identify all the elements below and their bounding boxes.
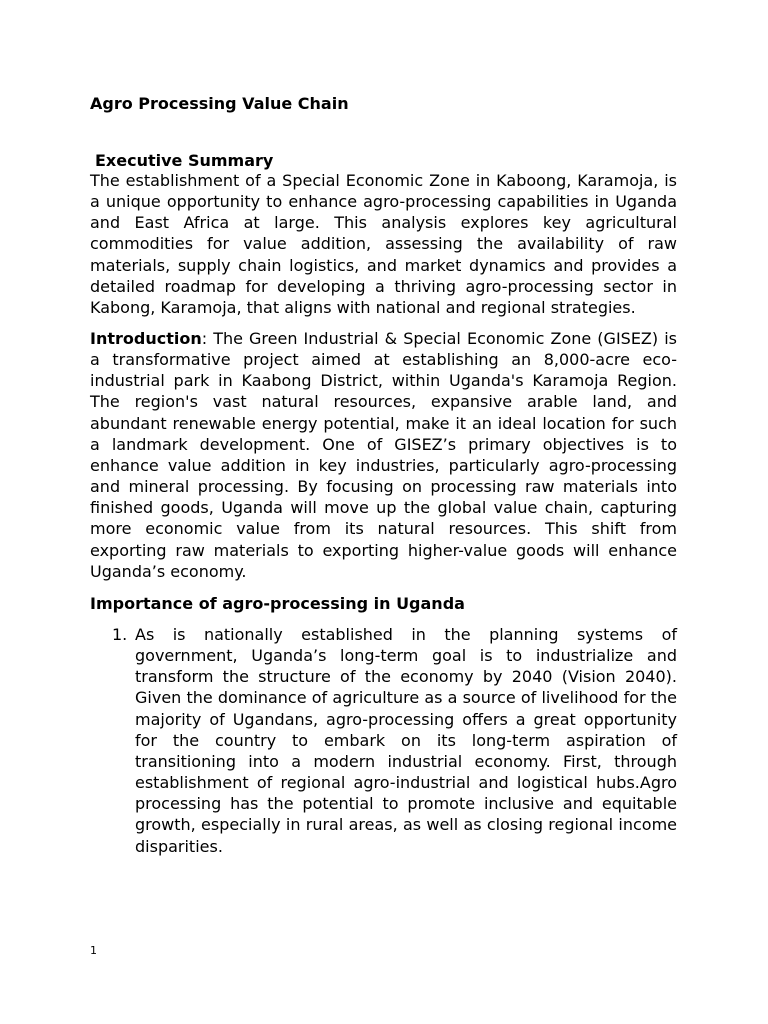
list-item-text: As is nationally established in the planning systems of government, Uganda’s long-term goal is to industrialize and transform the structure of the economy by 2040 (Vision 2040). Given the dominance of agriculture as a source of livelihood for the majority of Ugandans, agro-processing offers a great opportunity for the country to embark on its long-term aspiration of transitioning into a modern industrial economy. First, through establishment of regional agro-industrial and logistical hubs.Agro processing has the potential to promote inclusive and equitable growth, especially in rural areas, as well as closing regional income disparities. <box>135 625 677 856</box>
introduction-label: Introduction <box>90 329 202 348</box>
importance-heading: Importance of agro-processing in Uganda <box>90 594 465 613</box>
page-number: 1 <box>90 944 97 957</box>
list-item-number: 1. <box>112 625 128 644</box>
document-title: Agro Processing Value Chain <box>90 94 349 113</box>
introduction-paragraph <box>90 328 677 582</box>
executive-summary-heading: Executive Summary <box>95 151 274 170</box>
executive-summary-paragraph: The establishment of a Special Economic Zone in Kaboong, Karamoja, is a unique opportunity to enhance agro-processing capabilities in Uganda and East Africa at large. This analysis explores key agricultural commodities for value addition, assessing the availability of raw materials, supply chain logistics, and market dynamics and provides a detailed roadmap for developing a thriving agro-processing sector in Kabong, Karamoja, that aligns with national and regional strategies. <box>90 171 677 317</box>
introduction-text: : The Green Industrial & Special Economic Zone (GISEZ) is a transformative project aimed at establishing an 8,000-acre eco-industrial park in Kaabong District, within Uganda's Karamoja Region. The region's vast natural resources, expansive arable land, and abundant renewable energy potential, make it an ideal location for such a landmark development. One of GISEZ’s primary objectives is to enhance value addition in key industries, particularly agro-processing and mineral processing. By focusing on processing raw materials into finished goods, Uganda will move up the global value chain, capturing more economic value from its natural resources. This shift from exporting raw materials to exporting higher-value goods will enhance Uganda’s economy. <box>90 329 677 581</box>
